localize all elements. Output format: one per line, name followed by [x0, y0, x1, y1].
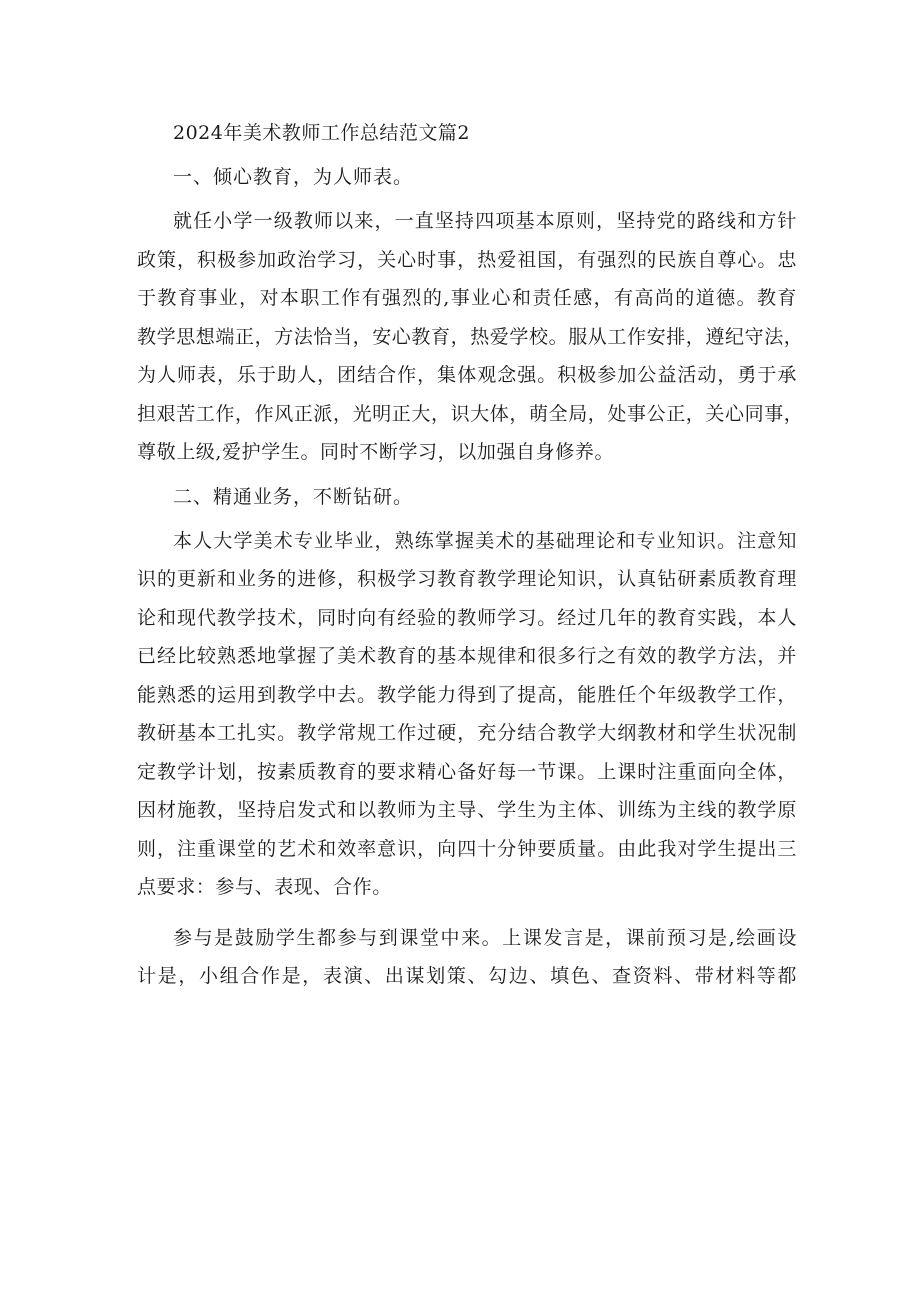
paragraph-line: 点要求：参与、表现、合作。: [137, 876, 392, 898]
paragraph-line: 本人大学美术专业毕业，熟练掌握美术的基础理论和专业知识。注意知: [173, 529, 797, 552]
paragraph-line: 尊敬上级,爱护学生。同时不断学习，以加强自身修养。: [137, 441, 615, 463]
paragraph-line: 为人师表，乐于助人，团结合作，集体观念强。积极参加公益活动，勇于承: [137, 364, 797, 386]
section-heading-1: 一、倾心教育，为人师表。: [173, 166, 414, 188]
section-paragraph-1: [137, 202, 804, 472]
paragraph-line: 计是，小组合作是，表演、出谋划策、勾边、填色、查资料、带材料等都: [137, 965, 797, 987]
paragraph-line: 教学思想端正，方法恰当，安心教育，热爱学校。服从工作安排，遵纪守法，: [137, 325, 804, 348]
paragraph-line: 担艰苦工作，作风正派，光明正大，识大体，萌全局，处事公正，关心同事，: [137, 402, 804, 425]
paragraph-line: 于教育事业，对本职工作有强烈的,事业心和责任感，有高尚的道德。教育: [137, 287, 797, 309]
paragraph-line: 参与是鼓励学生都参与到课堂中来。上课发言是，课前预习是,绘画设: [173, 926, 797, 949]
paragraph-line: 政策，积极参加政治学习，关心时事，热爱祖国，有强烈的民族自尊心。忠: [137, 248, 797, 271]
section-heading-2: 二、精通业务，不断钻研。: [173, 485, 414, 508]
paragraph-line: 论和现代教学技术，同时向有经验的教师学习。经过几年的教育实践，本人: [137, 606, 797, 629]
paragraph-line: 则，注重课堂的艺术和效率意识，向四十分钟要质量。由此我对学生提出三: [137, 837, 797, 860]
paragraph-line: 定教学计划，按素质教育的要求精心备好每一节课。上课时注重面向全体，: [137, 760, 797, 783]
paragraph-line: 已经比较熟悉地掌握了美术教育的基本规律和很多行之有效的教学方法，并: [137, 645, 797, 667]
section-paragraph-2: [137, 522, 797, 907]
paragraph-line: 教研基本工扎实。教学常规工作过硬，充分结合教学大纲教材和学生状况制: [137, 722, 797, 744]
paragraph-line: 因材施教，坚持启发式和以教师为主导、学生为主体、训练为主线的教学原: [137, 799, 797, 821]
paragraph-line: 识的更新和业务的进修，积极学习教育教学理论知识，认真钻研素质教育理: [137, 568, 797, 590]
document-title: 2024年美术教师工作总结范文篇2: [173, 122, 470, 144]
document-body: [137, 114, 804, 996]
paragraph-line: 能熟悉的运用到教学中去。教学能力得到了提高，能胜任个年级教学工作，: [137, 683, 797, 706]
section-paragraph-3: [137, 919, 797, 996]
paragraph-line: 就任小学一级教师以来，一直坚持四项基本原则，坚持党的路线和方针: [173, 210, 797, 232]
